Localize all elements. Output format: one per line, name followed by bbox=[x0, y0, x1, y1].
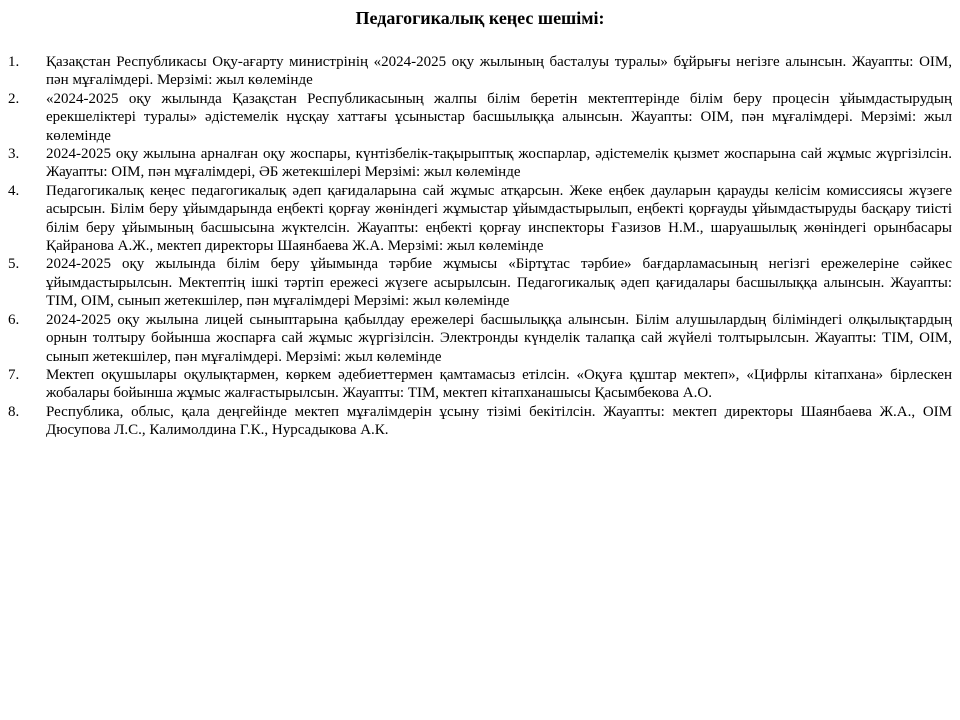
list-item bbox=[8, 90, 952, 145]
item-number: 6. bbox=[8, 311, 20, 328]
list-item bbox=[8, 366, 952, 403]
item-number: 1. bbox=[8, 54, 20, 70]
item-text: «2024-2025 оқу жылында Қазақстан Республикасының жалпы білім беретін мектептерінде білім беру процесін ұйымдастырудың ерекшеліктері туралы» әдістемелік нұсқау хаттағы ұсыныстар басшылыққа алынсын. Жауапты: ОІМ, пән мұғалімдері. Мерзімі: жыл көлемінде bbox=[46, 90, 952, 144]
list-item bbox=[8, 255, 952, 310]
list-item bbox=[8, 145, 952, 182]
item-number: 4. bbox=[8, 182, 20, 199]
item-text: Республика, облыс, қала деңгейінде мектеп мұғалімдерін ұсыну тізімі бекітілсін. Жауапты: мектеп директоры Шаянбаева Ж.А., ОІМ Дюсупова Л.С., Калимолдина Г.К., Нурсадыкова А.К. bbox=[46, 403, 952, 439]
item-text: Мектеп оқушылары оқулықтармен, көркем әдебиеттермен қамтамасыз етілсін. «Оқуға құштар мектеп», «Цифрлы кітапхана» бірлескен жобалары бойынша жұмыс жалғастырылсын. Жауапты: ТІМ, мектеп кітапханашысы Қасымбекова А.О. bbox=[46, 366, 952, 402]
item-number: 7. bbox=[8, 366, 20, 383]
item-number: 3. bbox=[8, 146, 20, 163]
document-title: Педагогикалық кеңес шешімі: bbox=[355, 8, 605, 28]
item-text: 2024-2025 оқу жылында білім беру ұйымында тәрбие жұмысы «Біртұтас тәрбие» бағдарламасының негізгі ережелеріне сәйкес ұйымдастырылсын. Мектептің ішкі тәртіп ережесі жүзеге асырылсын. Педагогикалық әдеп қағидалары басшылыққа алынсын. Жауапты: ТІМ, ОІМ, сынып жетекшілер, пән мұғалімдері Мерзімі: жыл көлемінде bbox=[46, 256, 952, 310]
list-item bbox=[8, 311, 952, 366]
item-text: 2024-2025 оқу жылына арналған оқу жоспары, күнтізбелік-тақырыптық жоспарлар, әдістемелік қызмет жоспарына сай жұмыс жүргізілсін. Жауапты: ОІМ, пән мұғалімдері, ӘБ жетекшілері Мерзімі: жыл көлемінде bbox=[46, 146, 952, 181]
list-item bbox=[8, 182, 952, 256]
item-number: 2. bbox=[8, 90, 20, 107]
item-number: 8. bbox=[8, 403, 20, 420]
item-text: 2024-2025 оқу жылына лицей сыныптарына қабылдау ережелері басшылыққа алынсын. Білім алушылардың біліміндегі олқылықтардың орнын толтыру бойынша жоспарға сай жұмыс жүргізілсін. Электронды күнделік талапқа сай жүйелі толтырылсын. Жауапты: ТІМ, ОІМ, сынып жетекшілер, пән мұғалімдері. Мерзімі: жыл көлемінде bbox=[46, 311, 952, 365]
item-text: Педагогикалық кеңес педагогикалық әдеп қағидаларына сай жұмыс атқарсын. Жеке еңбек дауларын қарауды келісім комиссиясы жүзеге асырсын. Білім беру ұйымдарында еңбекті қорғау жөніндегі жұмыстар ұйымдастырылып, еңбекті қорғауды ұйымдастыруды басқару тиісті білім беру ұйымының басшысына жүктелсін. Жауапты: еңбекті қорғау инспекторы Ғазизов Н.М., шаруашылық жөніндегі орынбасары Қайранова А.Ж., мектеп директоры Шаянбаева Ж.А. Мерзімі: жыл көлемінде bbox=[46, 182, 952, 255]
decision-list bbox=[8, 53, 952, 440]
item-text: Қазақстан Республикасы Оқу-ағарту министрінің «2024-2025 оқу жылының басталуы туралы» бұйрығы негізге алынсын. Жауапты: ОІМ, пән мұғалімдері. Мерзімі: жыл көлемінде bbox=[46, 54, 952, 89]
item-number: 5. bbox=[8, 256, 20, 273]
list-item bbox=[8, 53, 952, 90]
list-item bbox=[8, 403, 952, 440]
